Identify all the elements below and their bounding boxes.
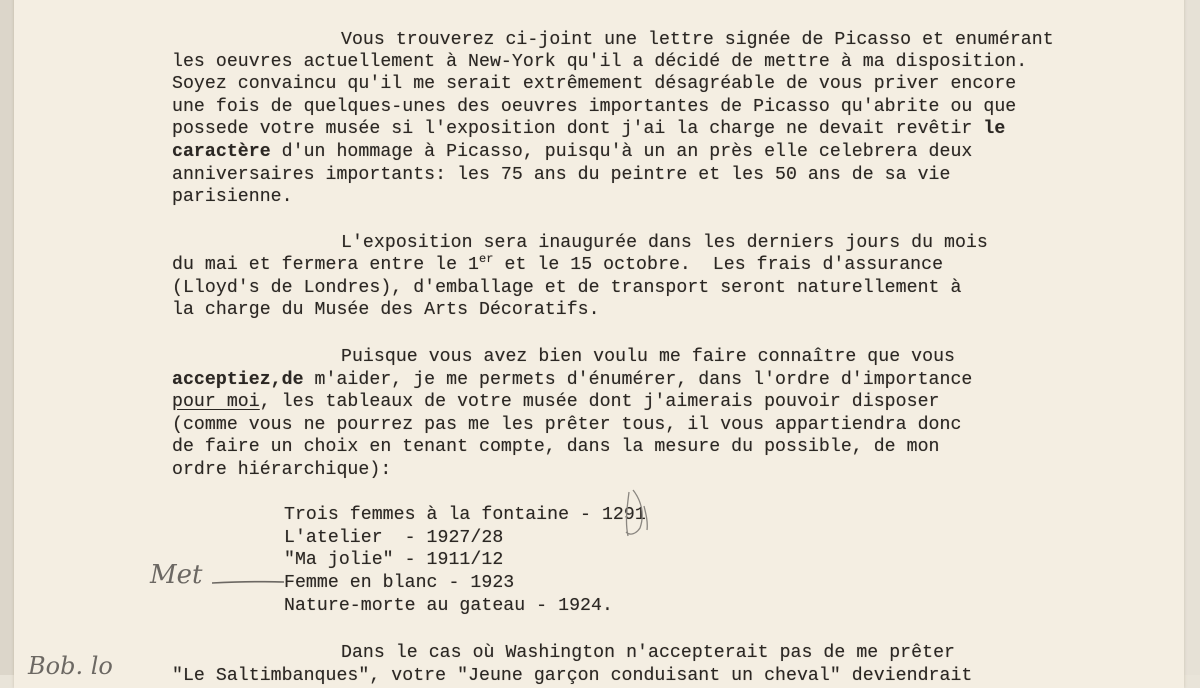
works-list-item: L'atelier - 1927/28 bbox=[284, 528, 504, 548]
paragraph1-line8: parisienne. bbox=[172, 187, 293, 207]
paragraph3-line1: Puisque vous avez bien voulu me faire connaître que vous bbox=[341, 347, 955, 367]
works-list-item: Femme en blanc - 1923 bbox=[284, 573, 515, 593]
paragraph2-line4: la charge du Musée des Arts Décoratifs. bbox=[172, 300, 600, 320]
paragraph3-line6: ordre hiérarchique): bbox=[172, 460, 392, 480]
pencil-check-mark bbox=[626, 490, 647, 536]
handwritten-margin-note: Met bbox=[150, 560, 203, 590]
paragraph2-line3: (Lloyd's de Londres), d'emballage et de transport seront naturellement à bbox=[172, 278, 962, 298]
paragraph3-line3-text: , les tableaux de votre musée dont j'aimerais pouvoir disposer bbox=[259, 392, 940, 412]
paragraph3-line4: (comme vous ne pourrez pas me les prêter tous, il vous appartiendra donc bbox=[172, 415, 962, 435]
paragraph1-line7: anniversaires importants: les 75 ans du peintre et les 50 ans de sa vie bbox=[172, 165, 951, 185]
underlined-phrase: pour moi bbox=[172, 392, 260, 412]
works-list-item: Nature-morte au gateau - 1924. bbox=[284, 596, 613, 616]
paragraph1-line3: Soyez convaincu qu'il me serait extrêmement désagréable de vous priver encore bbox=[172, 74, 1017, 94]
works-list-item: "Ma jolie" - 1911/12 bbox=[284, 550, 504, 570]
paragraph2-line1: L'exposition sera inaugurée dans les derniers jours du mois bbox=[341, 233, 988, 253]
paragraph3-line2-text: m'aider, je me permets d'énumérer, dans l'ordre d'importance bbox=[303, 370, 973, 390]
paragraph2-line2-text-a: du mai et fermera entre le 1 bbox=[172, 255, 479, 275]
pencil-pointer-line bbox=[212, 582, 284, 583]
paragraph1-line5-text: possede votre musée si l'exposition dont j'ai la charge ne devait revêtir bbox=[172, 119, 984, 139]
paragraph2-line2-text-b: et le 15 octobre. Les frais d'assurance bbox=[493, 255, 944, 275]
ordinal-superscript: er bbox=[479, 252, 494, 266]
handwritten-bottom-note: Bob. lo bbox=[28, 652, 113, 680]
paragraph1-line5-bold-word: le bbox=[983, 119, 1006, 139]
paragraph1-line6-bold-word: caractère bbox=[172, 142, 271, 162]
paragraph4-line2: "Le Saltimbanques", votre "Jeune garçon conduisant un cheval" deviendrait bbox=[172, 666, 973, 686]
paragraph1-line2: les oeuvres actuellement à New-York qu'il a décidé de mettre à ma disposition. bbox=[172, 52, 1028, 72]
paragraph1-line1: Vous trouverez ci-joint une lettre signée de Picasso et enumérant bbox=[341, 30, 1054, 50]
paragraph4-line1: Dans le cas où Washington n'accepterait pas de me prêter bbox=[341, 643, 955, 663]
paragraph3-line2-bold-words: acceptiez,de bbox=[172, 370, 304, 390]
paragraph1-line4: une fois de quelques-unes des oeuvres importantes de Picasso qu'abrite ou que bbox=[172, 97, 1017, 117]
paragraph3-line5: de faire un choix en tenant compte, dans la mesure du possible, de mon bbox=[172, 437, 940, 457]
works-list-item: Trois femmes à la fontaine - 1291 bbox=[284, 505, 646, 525]
paragraph1-line6-text: d'un hommage à Picasso, puisqu'à un an près elle celebrera deux bbox=[270, 142, 973, 162]
